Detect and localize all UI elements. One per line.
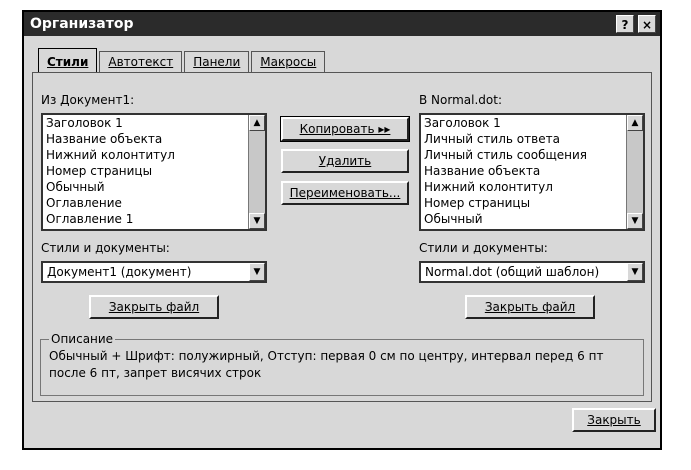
organizer-dialog bbox=[22, 10, 662, 450]
description-legend: Описание bbox=[51, 332, 114, 346]
help-icon[interactable]: ? bbox=[616, 15, 634, 33]
description-text: Обычный + Шрифт: полужирный, Отступ: первая 0 см по центру, интервал перед 6 пт после 6 пт, запрет висячих строк bbox=[49, 349, 604, 380]
list-item[interactable]: Нижний колонтитул bbox=[46, 148, 175, 162]
list-item[interactable]: Нижний колонтитул bbox=[424, 180, 553, 194]
list-item[interactable]: Заголовок 1 bbox=[46, 116, 123, 130]
left-styles-list[interactable] bbox=[41, 113, 267, 231]
list-item[interactable]: Оглавление bbox=[46, 196, 122, 210]
tab-autotext[interactable]: Автотекст bbox=[99, 51, 182, 72]
scroll-down-icon[interactable]: ▼ bbox=[249, 213, 265, 229]
copy-button[interactable]: Копировать ▸▸ bbox=[281, 117, 409, 141]
left-combo-value: Документ1 (документ) bbox=[47, 265, 192, 279]
scroll-up-icon[interactable]: ▲ bbox=[627, 115, 643, 131]
right-documents-combo[interactable] bbox=[419, 261, 645, 283]
list-item[interactable]: Личный стиль сообщения bbox=[424, 148, 588, 162]
left-combo-label: Стили и документы: bbox=[41, 241, 170, 255]
left-documents-combo[interactable] bbox=[41, 261, 267, 283]
tab-macros[interactable]: Макросы bbox=[251, 51, 325, 72]
right-list-label: В Normal.dot: bbox=[419, 93, 502, 107]
right-combo-label: Стили и документы: bbox=[419, 241, 548, 255]
title-bar bbox=[24, 12, 660, 36]
list-item[interactable]: Оглавление 1 bbox=[46, 212, 134, 226]
right-list-scrollbar[interactable] bbox=[626, 115, 643, 229]
close-button[interactable]: Закрыть bbox=[572, 408, 656, 432]
chevron-down-icon[interactable]: ▼ bbox=[249, 263, 265, 281]
list-item[interactable]: Номер страницы bbox=[424, 196, 531, 210]
list-item[interactable]: Номер страницы bbox=[46, 164, 153, 178]
description-group bbox=[40, 332, 644, 396]
left-close-file-button[interactable]: Закрыть файл bbox=[89, 295, 219, 319]
rename-button[interactable]: Переименовать... bbox=[281, 181, 409, 205]
list-item[interactable]: Название объекта bbox=[46, 132, 163, 146]
window-title: Организатор bbox=[30, 16, 134, 32]
right-combo-value: Normal.dot (общий шаблон) bbox=[425, 265, 600, 279]
tab-styles[interactable]: Стили bbox=[38, 48, 97, 72]
right-styles-list[interactable] bbox=[419, 113, 645, 231]
delete-button[interactable]: Удалить bbox=[281, 149, 409, 173]
close-icon[interactable]: × bbox=[638, 15, 656, 33]
chevron-down-icon[interactable]: ▼ bbox=[627, 263, 643, 281]
left-list-label: Из Документ1: bbox=[41, 93, 135, 107]
tab-toolbars[interactable]: Панели bbox=[184, 51, 249, 72]
list-item[interactable]: Название объекта bbox=[424, 164, 541, 178]
scroll-up-icon[interactable]: ▲ bbox=[249, 115, 265, 131]
list-item[interactable]: Обычный bbox=[46, 180, 105, 194]
list-item[interactable]: Заголовок 1 bbox=[424, 116, 501, 130]
left-list-scrollbar[interactable] bbox=[248, 115, 265, 229]
scroll-down-icon[interactable]: ▼ bbox=[627, 213, 643, 229]
tab-strip bbox=[38, 48, 327, 72]
list-item[interactable]: Личный стиль ответа bbox=[424, 132, 560, 146]
right-close-file-button[interactable]: Закрыть файл bbox=[465, 295, 595, 319]
list-item[interactable]: Обычный bbox=[424, 212, 483, 226]
